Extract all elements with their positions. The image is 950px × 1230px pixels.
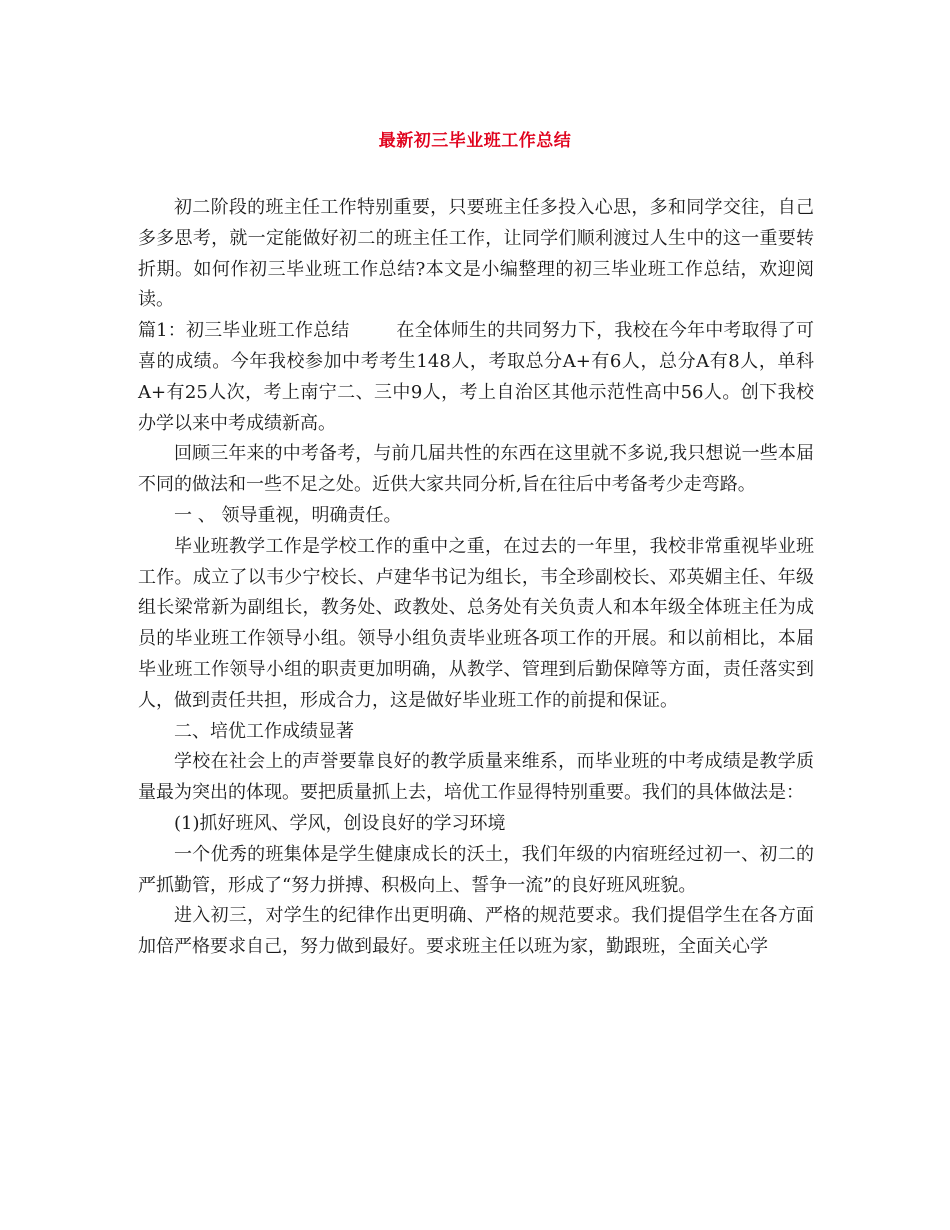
document-body <box>138 193 814 963</box>
subheading-training: 二、培优工作成绩显著 <box>174 720 354 742</box>
body-paragraph: 进入初三，对学生的纪律作出更明确、严格的规范要求。我们提倡学生在各方面加倍严格要求自己，努力做到最好。要求班主任以班为家，勤跟班，全面关心学 <box>138 905 814 958</box>
subheading-class-style: (1)抓好班风、学风，创设良好的学习环境 <box>174 812 506 834</box>
subheading-leadership: 一 、 领导重视，明确责任。 <box>174 504 402 526</box>
body-paragraph: 毕业班教学工作是学校工作的重中之重，在过去的一年里，我校非常重视毕业班工作。成立了以韦少宁校长、卢建华书记为组长，韦全珍副校长、邓英媚主任、年级组长梁常新为副组长，教务处、政教处、总务处有关负责人和本年级全体班主任为成员的毕业班工作领导小组。领导小组负责毕业班各项工作的开展。和以前相比，本届毕业班工作领导小组的职责更加明确，从教学、管理到后勤保障等方面，责任落实到人，做到责任共担，形成合力，这是做好毕业班工作的前提和保证。 <box>138 535 814 711</box>
body-paragraph: 学校在社会上的声誉要靠良好的教学质量来维系，而毕业班的中考成绩是教学质量最为突出的体现。要把质量抓上去，培优工作显得特别重要。我们的具体做法是： <box>138 751 814 804</box>
body-paragraph: 回顾三年来的中考备考，与前几届共性的东西在这里就不多说,我只想说一些本届不同的做法和一些不足之处。近供大家共同分析,旨在往后中考备考少走弯路。 <box>138 443 814 496</box>
section-text: 在全体师生的共同努力下，我校在今年中考取得了可喜的成绩。今年我校参加中考考生148人，考取总分A+有6人，总分A有8人，单科A+有25人次，考上南宁二、三中9人，考上自治区其他示范性高中56人。创下我校办学以来中考成绩新高。 <box>138 320 815 434</box>
document-title: 最新初三毕业班工作总结 <box>378 131 572 151</box>
body-paragraph: 一个优秀的班集体是学生健康成长的沃土，我们年级的内宿班经过初一、初二的严抓勤管，形成了“努力拼搏、积极向上、誓争一流”的良好班风班貌。 <box>138 843 814 896</box>
intro-paragraph: 初二阶段的班主任工作特别重要，只要班主任多投入心思，多和同学交往，自己多多思考，就一定能做好初二的班主任工作，让同学们顺利渡过人生中的这一重要转折期。如何作初三毕业班工作总结?本文是小编整理的初三毕业班工作总结，欢迎阅读。 <box>138 197 814 311</box>
section-heading: 篇1：初三毕业班工作总结 <box>138 320 350 342</box>
section-paragraph <box>138 316 814 439</box>
